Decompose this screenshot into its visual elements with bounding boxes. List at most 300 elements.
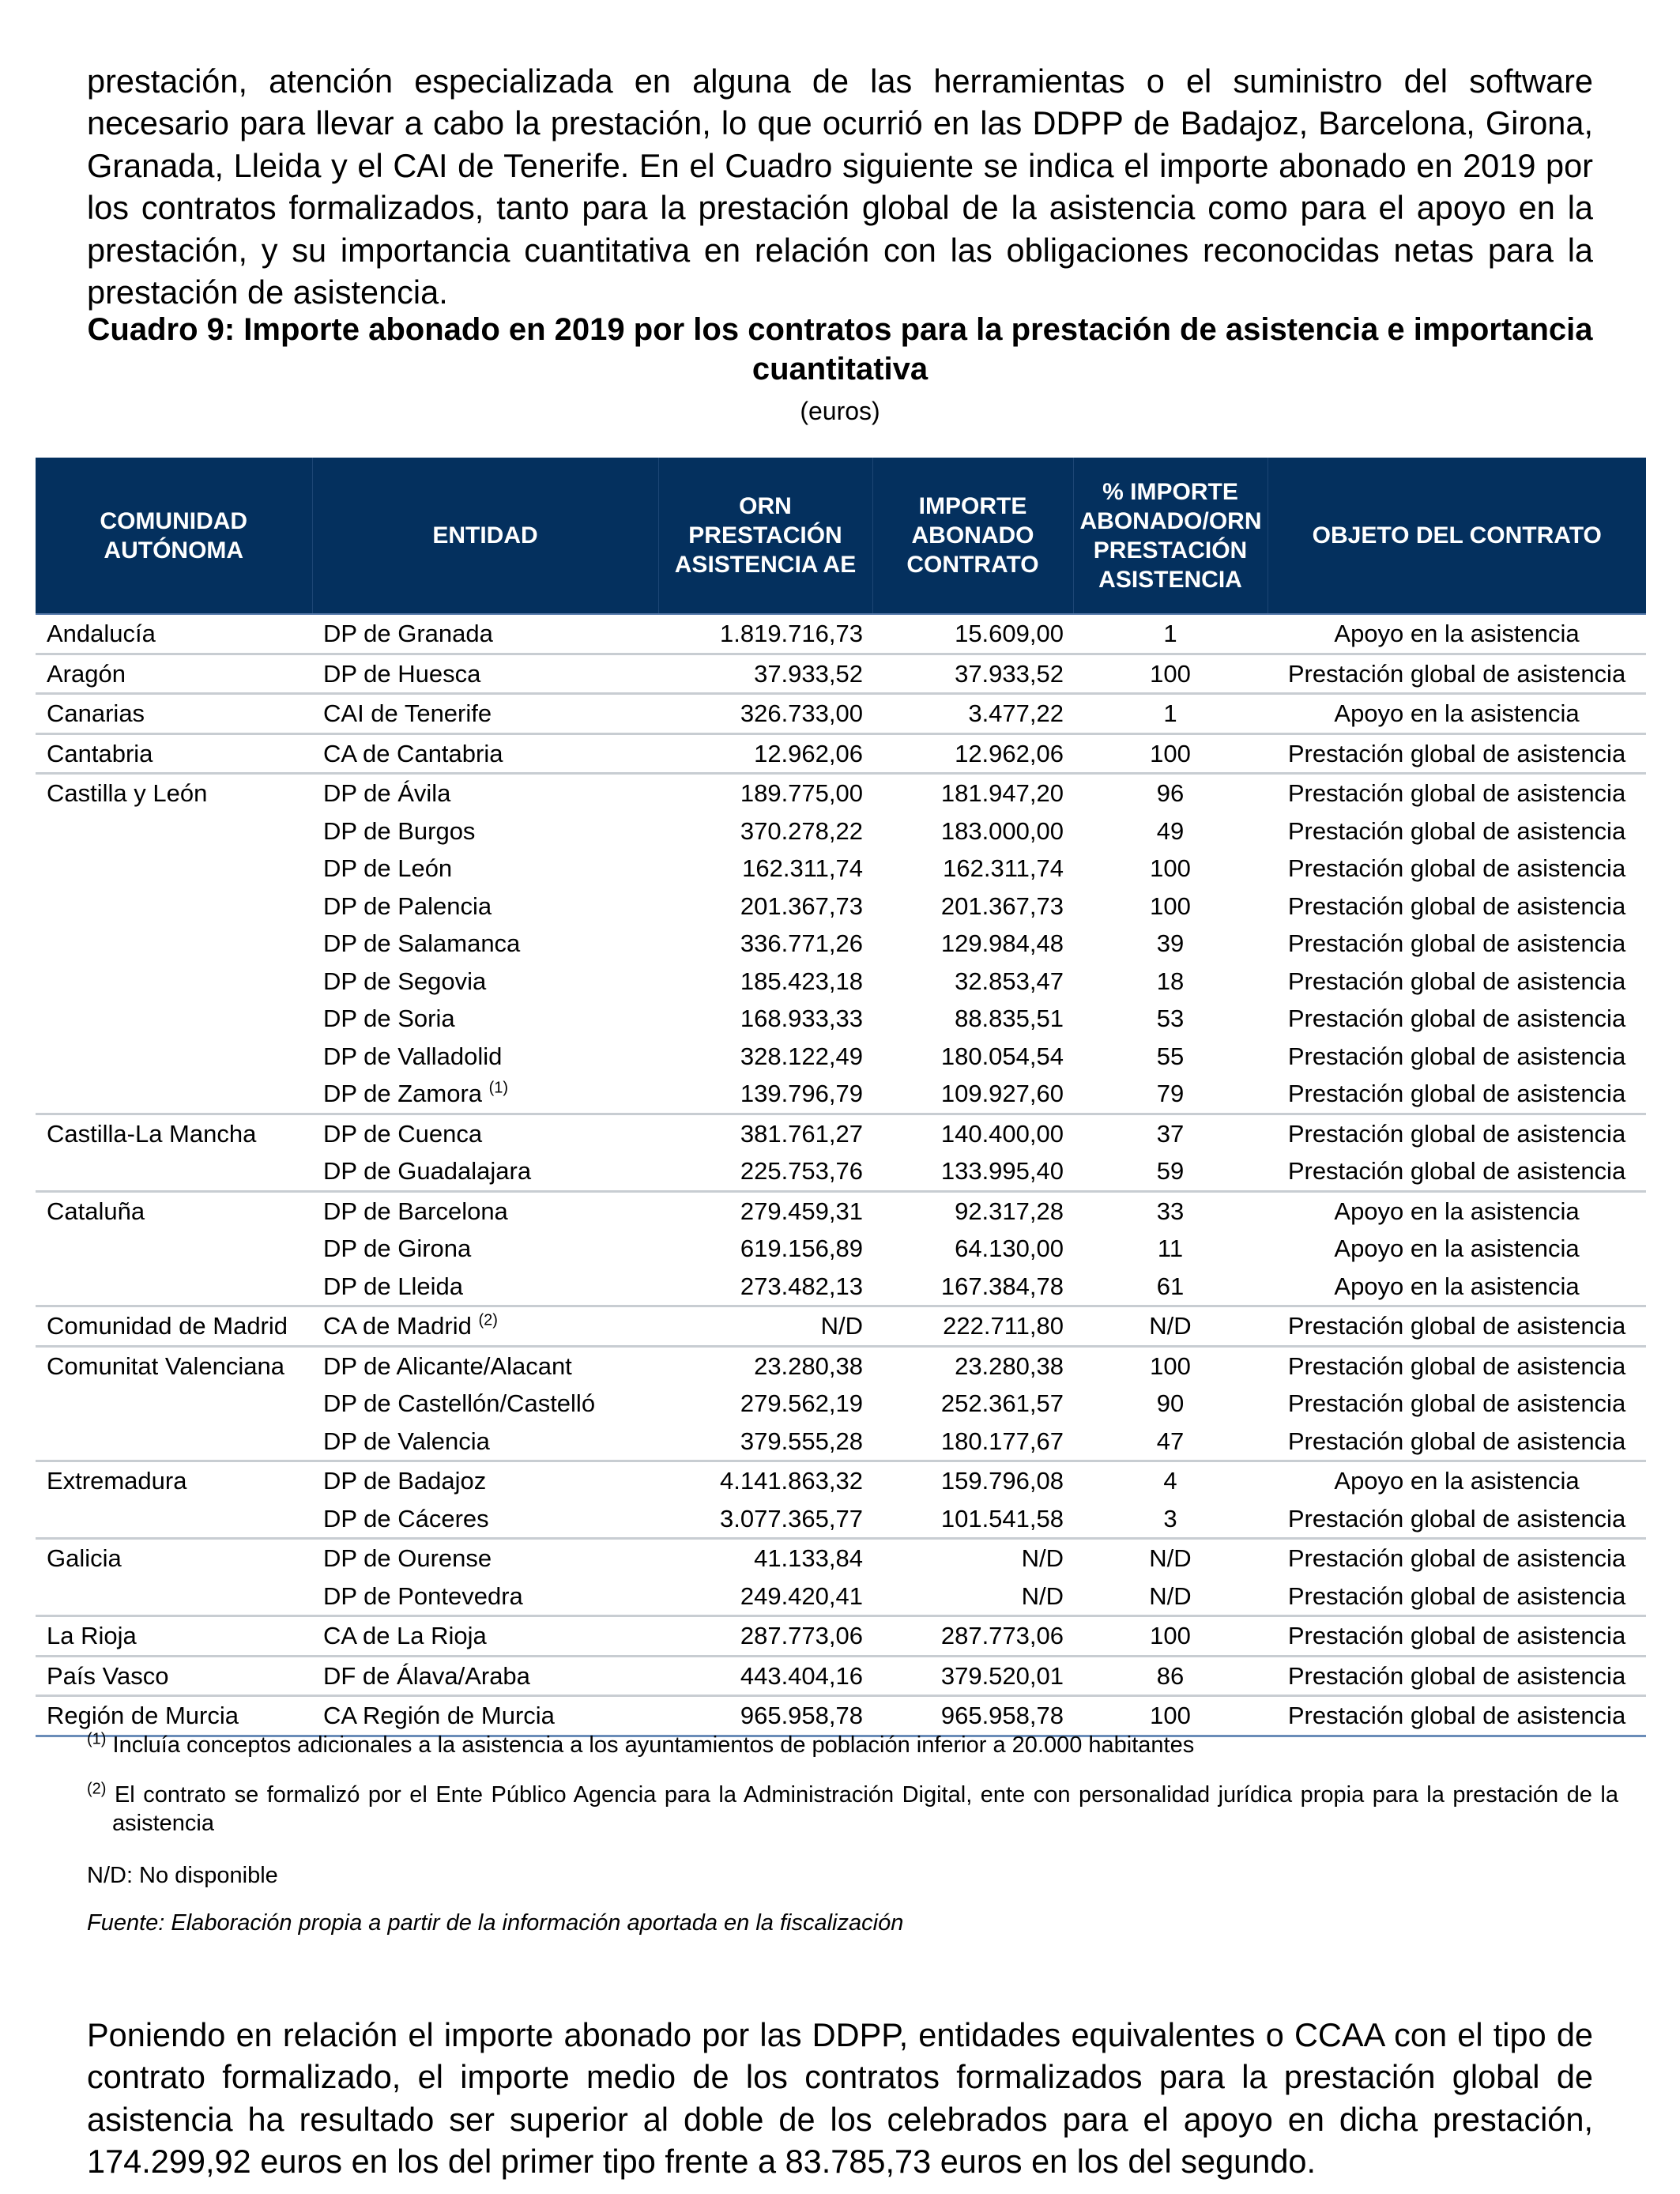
cell-pct bbox=[1073, 850, 1268, 888]
cell-orn bbox=[658, 694, 872, 734]
footnote-2 bbox=[87, 1781, 1618, 1838]
header-importe: IMPORTE ABONADO CONTRATO bbox=[872, 458, 1073, 614]
cell-objeto bbox=[1268, 1656, 1646, 1696]
cell-comunidad bbox=[36, 888, 312, 925]
table-row bbox=[36, 1423, 1646, 1461]
cell-entidad bbox=[312, 614, 658, 654]
table-row bbox=[36, 654, 1646, 694]
cell-comunidad bbox=[36, 1578, 312, 1616]
header-comunidad: COMUNIDAD AUTÓNOMA bbox=[36, 458, 312, 614]
cell-objeto-text: Apoyo en la asistencia bbox=[1334, 1272, 1580, 1300]
cell-entidad bbox=[312, 1656, 658, 1696]
cell-importe-text: 379.520,01 bbox=[940, 1661, 1064, 1690]
cell-entidad-text: DP de Zamora bbox=[323, 1080, 483, 1108]
cell-comunidad bbox=[36, 1423, 312, 1461]
table-row bbox=[36, 1696, 1646, 1736]
table-row bbox=[36, 1385, 1646, 1423]
cell-importe-text: N/D bbox=[1021, 1544, 1064, 1573]
table-row bbox=[36, 733, 1646, 774]
cell-orn bbox=[658, 1461, 872, 1500]
cell-orn bbox=[658, 1075, 872, 1114]
cell-orn-text: 201.367,73 bbox=[740, 892, 863, 920]
cell-entidad-text: DP de León bbox=[323, 854, 453, 883]
cell-objeto-text: Apoyo en la asistencia bbox=[1334, 1235, 1580, 1263]
cell-importe-text: 181.947,20 bbox=[940, 779, 1064, 808]
cell-importe bbox=[872, 774, 1073, 812]
cell-importe bbox=[872, 1114, 1073, 1152]
cell-objeto bbox=[1268, 1346, 1646, 1385]
cell-objeto-text: Prestación global de asistencia bbox=[1287, 739, 1626, 767]
cell-objeto-text: Prestación global de asistencia bbox=[1287, 1504, 1626, 1532]
cell-comunidad-text: Comunidad de Madrid bbox=[47, 1312, 288, 1340]
cell-comunidad bbox=[36, 1616, 312, 1657]
cell-objeto-text: Prestación global de asistencia bbox=[1287, 1427, 1626, 1455]
cell-entidad bbox=[312, 812, 658, 850]
cell-importe-text: 287.773,06 bbox=[940, 1622, 1064, 1650]
table-row bbox=[36, 1268, 1646, 1306]
cell-comunidad-text: Galicia bbox=[47, 1544, 122, 1573]
cell-comunidad bbox=[36, 1152, 312, 1191]
cell-pct-text: 18 bbox=[1156, 967, 1185, 995]
cell-entidad bbox=[312, 654, 658, 694]
cell-entidad bbox=[312, 694, 658, 734]
cell-objeto bbox=[1268, 1075, 1646, 1114]
cell-pct-text: 11 bbox=[1157, 1235, 1184, 1263]
footnote-1-text: Incluía conceptos adicionales a la asistencia a los ayuntamientos de población inferior a 20.000 habitantes bbox=[106, 1732, 1195, 1758]
cell-orn-text: 965.958,78 bbox=[740, 1702, 863, 1730]
cell-pct-text: 96 bbox=[1156, 779, 1185, 808]
cell-entidad-text: DP de Palencia bbox=[323, 892, 492, 920]
cell-objeto-text: Prestación global de asistencia bbox=[1287, 892, 1626, 920]
cell-comunidad-text: Castilla y León bbox=[47, 779, 208, 808]
table-row bbox=[36, 1000, 1646, 1038]
cell-comunidad-text: La Rioja bbox=[47, 1622, 137, 1650]
cell-objeto bbox=[1268, 1000, 1646, 1038]
cell-orn-text: 336.771,26 bbox=[740, 929, 863, 958]
cell-objeto bbox=[1268, 963, 1646, 1001]
footnote-2-mark: (2) bbox=[87, 1780, 107, 1798]
cell-objeto bbox=[1268, 1306, 1646, 1347]
cell-orn-text: 139.796,79 bbox=[740, 1080, 863, 1108]
cell-importe bbox=[872, 1578, 1073, 1616]
cell-pct-text: 90 bbox=[1156, 1389, 1185, 1418]
cell-entidad bbox=[312, 1114, 658, 1152]
cell-pct bbox=[1073, 812, 1268, 850]
cell-orn-text: 443.404,16 bbox=[740, 1661, 863, 1690]
cell-entidad bbox=[312, 1461, 658, 1500]
cell-objeto-text: Prestación global de asistencia bbox=[1287, 1042, 1626, 1070]
header-orn: ORN PRESTACIÓN ASISTENCIA AE bbox=[658, 458, 872, 614]
cell-entidad-text: DP de Castellón/Castelló bbox=[323, 1389, 596, 1418]
table-row bbox=[36, 1500, 1646, 1539]
cell-entidad bbox=[312, 1500, 658, 1539]
cell-importe-text: 162.311,74 bbox=[943, 854, 1064, 883]
cell-orn bbox=[658, 1191, 872, 1230]
cell-orn-text: 1.819.716,73 bbox=[719, 620, 863, 648]
cell-objeto-text: Apoyo en la asistencia bbox=[1334, 699, 1580, 728]
footnote-2-text: El contrato se formalizó por el Ente Público Agencia para la Administración Digital, ente con personalidad jurídica propia para la prestación de la asistencia bbox=[106, 1782, 1618, 1836]
cell-comunidad-text: Extremadura bbox=[47, 1467, 187, 1495]
cell-importe bbox=[872, 888, 1073, 925]
cell-objeto-text: Prestación global de asistencia bbox=[1287, 1702, 1626, 1730]
cell-pct bbox=[1073, 1423, 1268, 1461]
cell-pct-text: 100 bbox=[1150, 1622, 1191, 1650]
cell-orn bbox=[658, 1578, 872, 1616]
cell-objeto bbox=[1268, 1114, 1646, 1152]
cell-entidad-text: DP de Valladolid bbox=[323, 1042, 503, 1070]
cell-entidad-text: CA de La Rioja bbox=[323, 1622, 487, 1650]
cell-objeto bbox=[1268, 614, 1646, 654]
cell-comunidad bbox=[36, 733, 312, 774]
cell-objeto bbox=[1268, 1500, 1646, 1539]
cell-entidad bbox=[312, 774, 658, 812]
cell-importe bbox=[872, 1152, 1073, 1191]
cell-entidad-text: DP de Alicante/Alacant bbox=[323, 1351, 572, 1380]
cell-importe bbox=[872, 1075, 1073, 1114]
cell-importe-text: 92.317,28 bbox=[955, 1197, 1064, 1225]
cell-importe-text: 37.933,52 bbox=[955, 659, 1064, 688]
cell-orn bbox=[658, 963, 872, 1001]
cell-pct bbox=[1073, 654, 1268, 694]
cell-objeto-text: Prestación global de asistencia bbox=[1287, 779, 1626, 808]
cell-entidad-text: DP de Cáceres bbox=[323, 1504, 489, 1532]
cell-entidad-text: DP de Badajoz bbox=[323, 1467, 487, 1495]
cell-orn bbox=[658, 654, 872, 694]
cell-objeto-text: Prestación global de asistencia bbox=[1287, 1389, 1626, 1418]
cell-entidad bbox=[312, 1306, 658, 1347]
cell-comunidad bbox=[36, 850, 312, 888]
cell-orn-text: 189.775,00 bbox=[740, 779, 863, 808]
table-caption-title: Cuadro 9: Importe abonado en 2019 por los contratos para la prestación de asistencia e importancia cuantitativa bbox=[87, 312, 1593, 386]
cell-comunidad bbox=[36, 1500, 312, 1539]
table-row bbox=[36, 774, 1646, 812]
cell-comunidad bbox=[36, 1656, 312, 1696]
cell-pct bbox=[1073, 963, 1268, 1001]
cell-pct-text: 37 bbox=[1156, 1119, 1185, 1148]
cell-pct bbox=[1073, 1461, 1268, 1500]
table-row bbox=[36, 888, 1646, 925]
cell-objeto bbox=[1268, 1385, 1646, 1423]
table-caption-unit: (euros) bbox=[800, 397, 880, 425]
cell-comunidad bbox=[36, 1000, 312, 1038]
header-pct: % IMPORTE ABONADO/ORN PRESTACIÓN ASISTENCIA bbox=[1073, 458, 1268, 614]
cell-entidad-text: DP de Huesca bbox=[323, 659, 481, 688]
cell-importe bbox=[872, 1346, 1073, 1385]
cell-comunidad bbox=[36, 1385, 312, 1423]
cell-importe-text: 159.796,08 bbox=[940, 1467, 1064, 1495]
cell-objeto bbox=[1268, 1191, 1646, 1230]
cell-orn-text: 4.141.863,32 bbox=[719, 1467, 863, 1495]
cell-orn-text: 37.933,52 bbox=[754, 659, 863, 688]
cell-comunidad-text: Castilla-La Mancha bbox=[47, 1119, 257, 1148]
cell-importe bbox=[872, 963, 1073, 1001]
cell-orn bbox=[658, 1385, 872, 1423]
table-row bbox=[36, 963, 1646, 1001]
cell-orn-text: 619.156,89 bbox=[740, 1235, 863, 1263]
cell-comunidad bbox=[36, 1306, 312, 1347]
nd-legend: N/D: No disponible bbox=[87, 1863, 278, 1888]
table-row bbox=[36, 1306, 1646, 1347]
cell-importe-text: 133.995,40 bbox=[940, 1157, 1064, 1186]
cell-entidad bbox=[312, 888, 658, 925]
cell-importe bbox=[872, 1385, 1073, 1423]
cell-comunidad bbox=[36, 1114, 312, 1152]
cell-importe-text: 180.177,67 bbox=[940, 1427, 1064, 1455]
cell-comunidad bbox=[36, 1461, 312, 1500]
table-row bbox=[36, 1075, 1646, 1114]
cell-objeto bbox=[1268, 1539, 1646, 1578]
cell-pct bbox=[1073, 1696, 1268, 1736]
cell-pct-text: 3 bbox=[1163, 1504, 1177, 1532]
cell-pct bbox=[1073, 694, 1268, 734]
cell-entidad bbox=[312, 1696, 658, 1736]
cell-objeto-text: Prestación global de asistencia bbox=[1287, 1157, 1626, 1186]
header-objeto: OBJETO DEL CONTRATO bbox=[1268, 458, 1646, 614]
cell-orn-text: 249.420,41 bbox=[740, 1581, 863, 1610]
header-entidad: ENTIDAD bbox=[312, 458, 658, 614]
cell-pct bbox=[1073, 1656, 1268, 1696]
cell-entidad-text: DP de Girona bbox=[323, 1235, 472, 1263]
table-row bbox=[36, 1616, 1646, 1657]
cell-entidad bbox=[312, 1000, 658, 1038]
cell-comunidad bbox=[36, 1191, 312, 1230]
cell-importe bbox=[872, 1000, 1073, 1038]
cell-comunidad bbox=[36, 1038, 312, 1076]
cell-pct bbox=[1073, 1075, 1268, 1114]
cell-entidad-text: CA de Cantabria bbox=[323, 739, 503, 767]
footnote-1-mark: (1) bbox=[87, 1730, 107, 1748]
cell-pct bbox=[1073, 1114, 1268, 1152]
cell-entidad bbox=[312, 850, 658, 888]
cell-pct bbox=[1073, 1306, 1268, 1347]
cell-importe bbox=[872, 850, 1073, 888]
cell-entidad bbox=[312, 1539, 658, 1578]
cell-pct bbox=[1073, 1268, 1268, 1306]
cell-orn bbox=[658, 1656, 872, 1696]
cell-importe bbox=[872, 1461, 1073, 1500]
cell-objeto-text: Prestación global de asistencia bbox=[1287, 967, 1626, 995]
cell-pct bbox=[1073, 1152, 1268, 1191]
cell-objeto-text: Prestación global de asistencia bbox=[1287, 1119, 1626, 1148]
cell-objeto bbox=[1268, 888, 1646, 925]
cell-entidad-text: DP de Guadalajara bbox=[323, 1157, 532, 1186]
cell-objeto bbox=[1268, 654, 1646, 694]
cell-orn bbox=[658, 1423, 872, 1461]
cell-pct bbox=[1073, 614, 1268, 654]
cell-pct bbox=[1073, 1038, 1268, 1076]
cell-importe-text: 64.130,00 bbox=[955, 1235, 1064, 1263]
cell-objeto-text: Prestación global de asistencia bbox=[1287, 1312, 1626, 1340]
table-row bbox=[36, 1114, 1646, 1152]
cell-comunidad-text: Cataluña bbox=[47, 1197, 145, 1225]
cell-entidad-text: DP de Granada bbox=[323, 620, 493, 648]
cell-objeto-text: Prestación global de asistencia bbox=[1287, 659, 1626, 688]
cell-pct bbox=[1073, 1346, 1268, 1385]
cell-importe-text: 222.711,80 bbox=[943, 1312, 1064, 1340]
cell-entidad-text: DP de Burgos bbox=[323, 816, 476, 845]
cell-pct-text: 100 bbox=[1150, 854, 1191, 883]
cell-comunidad-text: País Vasco bbox=[47, 1661, 169, 1690]
cell-orn bbox=[658, 1268, 872, 1306]
cell-importe bbox=[872, 1696, 1073, 1736]
cell-pct-text: 86 bbox=[1156, 1661, 1185, 1690]
contracts-table bbox=[36, 458, 1646, 1737]
cell-pct-text: 100 bbox=[1150, 892, 1191, 920]
cell-orn bbox=[658, 733, 872, 774]
cell-pct bbox=[1073, 1539, 1268, 1578]
cell-pct bbox=[1073, 1616, 1268, 1657]
cell-entidad bbox=[312, 1423, 658, 1461]
cell-importe-text: 32.853,47 bbox=[955, 967, 1064, 995]
cell-entidad-text: DP de Barcelona bbox=[323, 1197, 508, 1225]
cell-comunidad bbox=[36, 1075, 312, 1114]
cell-importe bbox=[872, 1306, 1073, 1347]
cell-orn-text: 370.278,22 bbox=[740, 816, 863, 845]
cell-comunidad bbox=[36, 694, 312, 734]
cell-comunidad-text: Aragón bbox=[47, 659, 126, 688]
cell-pct-text: 49 bbox=[1156, 816, 1185, 845]
cell-orn-text: 379.555,28 bbox=[740, 1427, 863, 1455]
cell-pct-text: 79 bbox=[1156, 1080, 1185, 1108]
cell-pct bbox=[1073, 1191, 1268, 1230]
cell-entidad-text: CA Región de Murcia bbox=[323, 1702, 555, 1730]
cell-objeto-text: Prestación global de asistencia bbox=[1287, 1005, 1626, 1033]
cell-orn-text: 287.773,06 bbox=[740, 1622, 863, 1650]
cell-entidad-text: DP de Lleida bbox=[323, 1272, 463, 1300]
cell-importe bbox=[872, 812, 1073, 850]
cell-comunidad bbox=[36, 1230, 312, 1268]
cell-entidad-text: DP de Salamanca bbox=[323, 929, 521, 958]
cell-importe bbox=[872, 733, 1073, 774]
table-row bbox=[36, 1191, 1646, 1230]
cell-comunidad bbox=[36, 1346, 312, 1385]
cell-importe-text: 15.609,00 bbox=[955, 620, 1064, 648]
cell-importe-text: 965.958,78 bbox=[940, 1702, 1064, 1730]
table-row bbox=[36, 694, 1646, 734]
cell-orn-text: 185.423,18 bbox=[740, 967, 863, 995]
cell-objeto bbox=[1268, 1152, 1646, 1191]
table-row bbox=[36, 1539, 1646, 1578]
cell-objeto bbox=[1268, 1038, 1646, 1076]
cell-importe-text: 23.280,38 bbox=[955, 1351, 1064, 1380]
table-row bbox=[36, 1152, 1646, 1191]
cell-orn-text: 328.122,49 bbox=[740, 1042, 863, 1070]
cell-pct-text: 61 bbox=[1156, 1272, 1185, 1300]
cell-entidad-text: CA de Madrid bbox=[323, 1312, 472, 1340]
cell-orn-text: 162.311,74 bbox=[742, 854, 863, 883]
cell-entidad bbox=[312, 1385, 658, 1423]
cell-pct-text: 4 bbox=[1163, 1467, 1177, 1495]
cell-pct bbox=[1073, 1385, 1268, 1423]
cell-pct-text: 1 bbox=[1163, 620, 1177, 648]
cell-orn-text: 3.077.365,77 bbox=[719, 1504, 863, 1532]
cell-orn bbox=[658, 888, 872, 925]
cell-entidad bbox=[312, 733, 658, 774]
cell-pct-text: 100 bbox=[1150, 739, 1191, 767]
cell-pct-text: 39 bbox=[1156, 929, 1185, 958]
cell-objeto-text: Prestación global de asistencia bbox=[1287, 854, 1626, 883]
table-row bbox=[36, 850, 1646, 888]
cell-importe-text: 140.400,00 bbox=[940, 1119, 1064, 1148]
cell-importe bbox=[872, 1191, 1073, 1230]
cell-pct-text: 100 bbox=[1150, 1702, 1191, 1730]
cell-entidad-text: DP de Segovia bbox=[323, 967, 487, 995]
cell-objeto-text: Prestación global de asistencia bbox=[1287, 1544, 1626, 1573]
cell-orn bbox=[658, 850, 872, 888]
footnote-1 bbox=[87, 1731, 1593, 1759]
cell-pct-text: 1 bbox=[1163, 699, 1177, 728]
cell-objeto-text: Prestación global de asistencia bbox=[1287, 1080, 1626, 1108]
cell-entidad-text: DF de Álava/Araba bbox=[323, 1661, 530, 1690]
table-row bbox=[36, 1461, 1646, 1500]
cell-importe bbox=[872, 694, 1073, 734]
cell-objeto-text: Prestación global de asistencia bbox=[1287, 1581, 1626, 1610]
cell-entidad bbox=[312, 1230, 658, 1268]
cell-comunidad-text: Cantabria bbox=[47, 739, 153, 767]
table-row bbox=[36, 1230, 1646, 1268]
cell-pct bbox=[1073, 1578, 1268, 1616]
cell-pct-text: N/D bbox=[1149, 1581, 1192, 1610]
cell-importe-text: 183.000,00 bbox=[940, 816, 1064, 845]
cell-entidad-text: DP de Ourense bbox=[323, 1544, 492, 1573]
cell-comunidad bbox=[36, 925, 312, 963]
table-row bbox=[36, 1656, 1646, 1696]
cell-entidad-text: DP de Cuenca bbox=[323, 1119, 483, 1148]
cell-importe bbox=[872, 1616, 1073, 1657]
cell-comunidad bbox=[36, 774, 312, 812]
cell-orn bbox=[658, 1346, 872, 1385]
footnote-ref: (1) bbox=[488, 1079, 509, 1097]
cell-orn-text: 12.962,06 bbox=[754, 739, 863, 767]
cell-comunidad-text: Andalucía bbox=[47, 620, 156, 648]
cell-pct-text: 100 bbox=[1150, 659, 1191, 688]
cell-comunidad bbox=[36, 963, 312, 1001]
cell-entidad bbox=[312, 1346, 658, 1385]
cell-entidad-text: DP de Soria bbox=[323, 1005, 455, 1033]
cell-importe-text: 201.367,73 bbox=[940, 892, 1064, 920]
cell-importe-text: 167.384,78 bbox=[940, 1272, 1064, 1300]
cell-importe-text: 101.541,58 bbox=[940, 1504, 1064, 1532]
cell-objeto bbox=[1268, 1230, 1646, 1268]
cell-objeto bbox=[1268, 812, 1646, 850]
cell-orn bbox=[658, 1696, 872, 1736]
cell-pct-text: 59 bbox=[1156, 1157, 1185, 1186]
cell-orn-text: 23.280,38 bbox=[754, 1351, 863, 1380]
cell-orn-text: 279.562,19 bbox=[740, 1389, 863, 1418]
cell-orn bbox=[658, 1000, 872, 1038]
cell-orn bbox=[658, 1616, 872, 1657]
cell-comunidad bbox=[36, 1268, 312, 1306]
cell-comunidad bbox=[36, 614, 312, 654]
cell-orn bbox=[658, 925, 872, 963]
cell-importe-text: 252.361,57 bbox=[940, 1389, 1064, 1418]
cell-importe-text: 12.962,06 bbox=[955, 739, 1064, 767]
cell-entidad bbox=[312, 1268, 658, 1306]
cell-entidad bbox=[312, 1191, 658, 1230]
cell-orn-text: 326.733,00 bbox=[740, 699, 863, 728]
cell-entidad-text: DP de Ávila bbox=[323, 779, 451, 808]
cell-objeto bbox=[1268, 733, 1646, 774]
footnote-ref: (2) bbox=[478, 1311, 498, 1329]
cell-entidad bbox=[312, 925, 658, 963]
cell-orn-text: 279.459,31 bbox=[740, 1197, 863, 1225]
cell-pct bbox=[1073, 774, 1268, 812]
cell-objeto-text: Prestación global de asistencia bbox=[1287, 929, 1626, 958]
cell-objeto-text: Prestación global de asistencia bbox=[1287, 1622, 1626, 1650]
cell-comunidad bbox=[36, 1696, 312, 1736]
cell-importe bbox=[872, 1500, 1073, 1539]
cell-orn bbox=[658, 1114, 872, 1152]
